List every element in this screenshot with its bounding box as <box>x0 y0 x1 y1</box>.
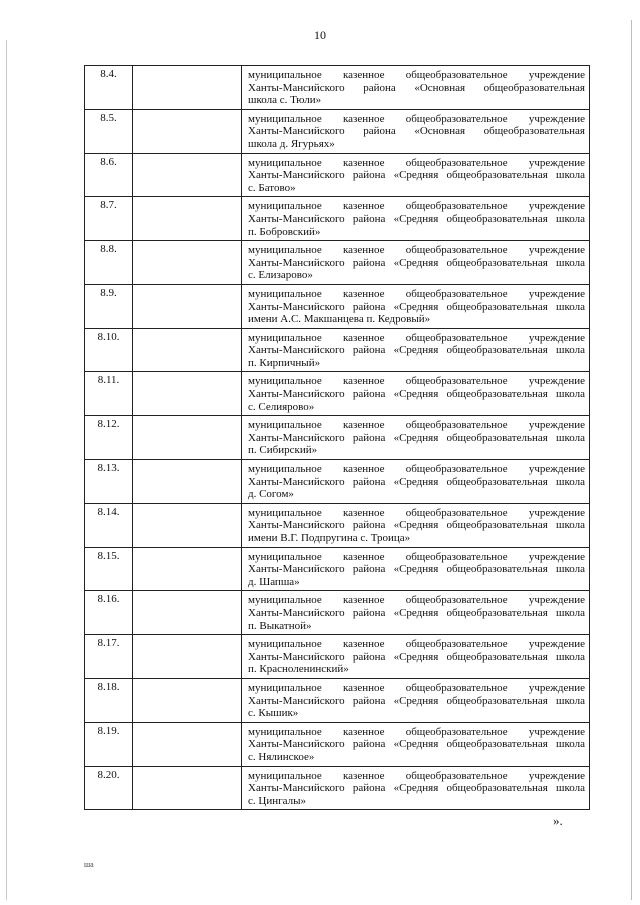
table-row <box>85 678 590 722</box>
institution-name-line: Ханты-Мансийского района «Средняя общеобразовательная школа <box>248 256 585 269</box>
institution-name-line: Ханты-Мансийского района «Средняя общеобразовательная школа <box>248 563 585 576</box>
row-number: 8.19. <box>85 722 133 766</box>
institution-name-line: муниципальное казенное общеобразовательное учреждение <box>248 681 585 694</box>
institution-name <box>242 372 590 416</box>
table-row <box>85 197 590 241</box>
empty-cell <box>133 109 242 153</box>
institution-name-line: муниципальное казенное общеобразовательное учреждение <box>248 244 585 257</box>
empty-cell <box>133 197 242 241</box>
institution-name-line: д. Согом» <box>248 488 294 501</box>
empty-cell <box>133 66 242 110</box>
institution-name <box>242 635 590 679</box>
institutions-table <box>84 65 590 810</box>
empty-cell <box>133 503 242 547</box>
table-row <box>85 109 590 153</box>
empty-cell <box>133 460 242 504</box>
institution-name-line: муниципальное казенное общеобразовательное учреждение <box>248 200 585 213</box>
institution-name-line: п. Сибирский» <box>248 444 318 457</box>
institution-name <box>242 416 590 460</box>
table-row <box>85 153 590 197</box>
institution-name-line: Ханты-Мансийского района «Средняя общеобразовательная школа <box>248 212 585 225</box>
table-row <box>85 416 590 460</box>
institution-name-line: муниципальное казенное общеобразовательное учреждение <box>248 419 585 432</box>
institution-name <box>242 766 590 810</box>
empty-cell <box>133 766 242 810</box>
row-number: 8.18. <box>85 678 133 722</box>
row-number: 8.7. <box>85 197 133 241</box>
institution-name-line: д. Шапша» <box>248 575 300 588</box>
institution-name-line: муниципальное казенное общеобразовательное учреждение <box>248 506 585 519</box>
institution-name-line: муниципальное казенное общеобразовательное учреждение <box>248 112 585 125</box>
table-row <box>85 328 590 372</box>
institution-name-line: Ханты-Мансийского района «Средняя общеобразовательная школа <box>248 738 585 751</box>
row-number: 8.11. <box>85 372 133 416</box>
institution-name <box>242 503 590 547</box>
row-number: 8.4. <box>85 66 133 110</box>
institution-name-line: муниципальное казенное общеобразовательное учреждение <box>248 287 585 300</box>
empty-cell <box>133 284 242 328</box>
table-row <box>85 460 590 504</box>
row-number: 8.15. <box>85 547 133 591</box>
institution-name-line: с. Елизарово» <box>248 269 313 282</box>
empty-cell <box>133 416 242 460</box>
institution-name-line: п. Выкатной» <box>248 619 312 632</box>
institution-name-line: п. Кирпичный» <box>248 356 321 369</box>
institution-name <box>242 241 590 285</box>
scan-edge-left <box>6 40 7 900</box>
institution-name-line: муниципальное казенное общеобразовательное учреждение <box>248 769 585 782</box>
institution-name-line: с. Нялинское» <box>248 750 315 763</box>
institution-name <box>242 66 590 110</box>
institution-name-line: Ханты-Мансийского района «Основная общеобразовательная <box>248 81 585 94</box>
institution-name-line: имени А.С. Макшанцева п. Кедровый» <box>248 313 431 326</box>
institution-name <box>242 284 590 328</box>
institution-name-line: Ханты-Мансийского района «Средняя общеобразовательная школа <box>248 300 585 313</box>
institution-name-line: Ханты-Мансийского района «Средняя общеобразовательная школа <box>248 650 585 663</box>
table-row <box>85 503 590 547</box>
institution-name-line: Ханты-Мансийского района «Основная общеобразовательная <box>248 125 585 138</box>
institution-name-line: п. Бобровский» <box>248 225 321 238</box>
row-number: 8.9. <box>85 284 133 328</box>
empty-cell <box>133 635 242 679</box>
institution-name-line: муниципальное казенное общеобразовательное учреждение <box>248 331 585 344</box>
table-body <box>85 66 590 810</box>
institution-name-line: Ханты-Мансийского района «Средняя общеобразовательная школа <box>248 475 585 488</box>
table-row <box>85 766 590 810</box>
row-number: 8.13. <box>85 460 133 504</box>
institution-name-line: школа д. Ягурьях» <box>248 137 335 150</box>
institution-name <box>242 328 590 372</box>
institution-name-line: муниципальное казенное общеобразовательное учреждение <box>248 725 585 738</box>
empty-cell <box>133 678 242 722</box>
institution-name-line: Ханты-Мансийского района «Средняя общеобразовательная школа <box>248 519 585 532</box>
table-row <box>85 635 590 679</box>
row-number: 8.5. <box>85 109 133 153</box>
institution-name-line: п. Красноленинский» <box>248 663 349 676</box>
institution-name-line: Ханты-Мансийского района «Средняя общеобразовательная школа <box>248 694 585 707</box>
row-number: 8.17. <box>85 635 133 679</box>
institution-name-line: муниципальное казенное общеобразовательное учреждение <box>248 156 585 169</box>
table-row <box>85 547 590 591</box>
row-number: 8.20. <box>85 766 133 810</box>
row-number: 8.14. <box>85 503 133 547</box>
institution-name <box>242 722 590 766</box>
institution-name-line: имени В.Г. Подпругина с. Троица» <box>248 532 411 544</box>
table-row <box>85 284 590 328</box>
institution-name-line: Ханты-Мансийского района «Средняя общеобразовательная школа <box>248 606 585 619</box>
empty-cell <box>133 591 242 635</box>
institution-name-line: Ханты-Мансийского района «Средняя общеобразовательная школа <box>248 431 585 444</box>
row-number: 8.16. <box>85 591 133 635</box>
institution-name-line: муниципальное казенное общеобразовательное учреждение <box>248 594 585 607</box>
empty-cell <box>133 153 242 197</box>
institution-name-line: муниципальное казенное общеобразовательное учреждение <box>248 375 585 388</box>
row-number: 8.10. <box>85 328 133 372</box>
row-number: 8.8. <box>85 241 133 285</box>
page-number: 10 <box>314 28 326 42</box>
row-number: 8.12. <box>85 416 133 460</box>
closing-quote: ». <box>553 813 563 828</box>
institution-name <box>242 460 590 504</box>
institution-name-line: муниципальное казенное общеобразовательное учреждение <box>248 638 585 651</box>
empty-cell <box>133 241 242 285</box>
institution-name-line: с. Батово» <box>248 181 296 194</box>
table-row <box>85 241 590 285</box>
institution-name <box>242 678 590 722</box>
institution-name <box>242 153 590 197</box>
institution-name <box>242 197 590 241</box>
institution-name <box>242 591 590 635</box>
table-row <box>85 66 590 110</box>
empty-cell <box>133 372 242 416</box>
institution-name-line: с. Селиярово» <box>248 400 315 413</box>
institution-name-line: муниципальное казенное общеобразовательное учреждение <box>248 69 585 81</box>
institution-name-line: школа с. Тюли» <box>248 94 322 107</box>
row-number: 8.6. <box>85 153 133 197</box>
institution-name-line: с. Кышик» <box>248 707 299 720</box>
institution-name-line: Ханты-Мансийского района «Средняя общеобразовательная школа <box>248 169 585 182</box>
institution-name-line: муниципальное казенное общеобразовательное учреждение <box>248 463 585 476</box>
table-row <box>85 722 590 766</box>
institution-name-line: с. Цингалы» <box>248 794 306 807</box>
footer-mark: ша <box>84 860 94 869</box>
institution-name <box>242 547 590 591</box>
institution-name-line: Ханты-Мансийского района «Средняя общеобразовательная школа <box>248 388 585 401</box>
empty-cell <box>133 722 242 766</box>
table-row <box>85 372 590 416</box>
institution-name <box>242 109 590 153</box>
table-row <box>85 591 590 635</box>
institution-name-line: Ханты-Мансийского района «Средняя общеобразовательная школа <box>248 344 585 357</box>
empty-cell <box>133 547 242 591</box>
empty-cell <box>133 328 242 372</box>
institution-name-line: Ханты-Мансийского района «Средняя общеобразовательная школа <box>248 782 585 795</box>
institution-name-line: муниципальное казенное общеобразовательное учреждение <box>248 550 585 563</box>
scan-edge-right <box>631 20 632 900</box>
